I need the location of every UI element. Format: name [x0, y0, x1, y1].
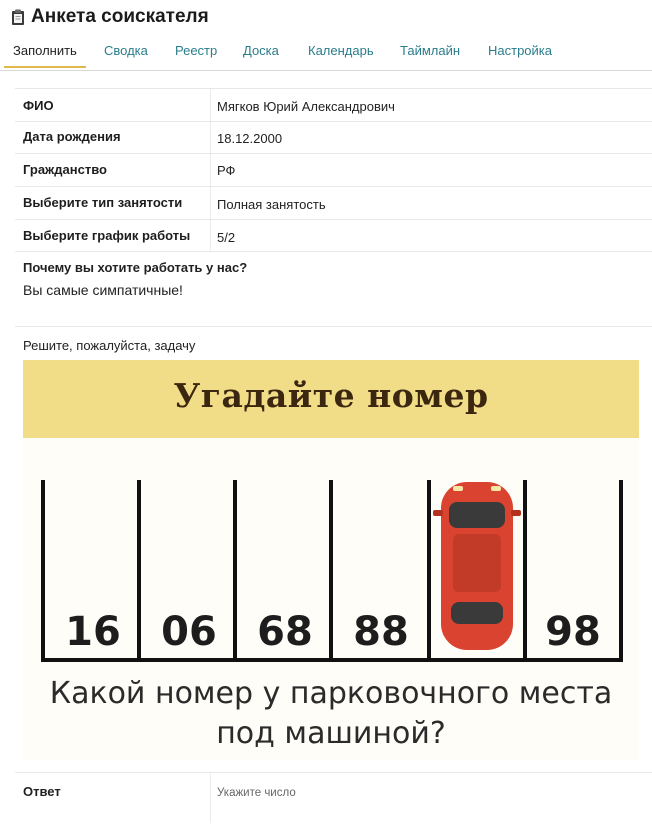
field-label: Выберите тип занятости [23, 195, 183, 210]
answer-label: Ответ [23, 784, 61, 799]
page-header [11, 6, 209, 28]
why-answer-value[interactable]: Вы самые симпатичные! [23, 282, 183, 298]
puzzle-banner-text: Угадайте номер [173, 376, 489, 415]
tab-bar [0, 40, 652, 71]
tab-calendar[interactable]: Календарь [308, 43, 374, 58]
citizenship-value[interactable]: РФ [217, 163, 236, 178]
page-title: Анкета соискателя [31, 6, 209, 27]
slot-number: 88 [353, 609, 409, 655]
slot-number: 68 [257, 609, 313, 655]
answer-row [15, 772, 652, 824]
parking-lot-drawing [23, 440, 639, 760]
clipboard-icon [11, 9, 25, 26]
tab-fill[interactable]: Заполнить [13, 43, 77, 58]
employment-type-value[interactable]: Полная занятость [217, 197, 326, 212]
schedule-value[interactable]: 5/2 [217, 230, 236, 245]
slot-number: 06 [161, 609, 217, 655]
fio-value[interactable]: Мягков Юрий Александрович [217, 99, 395, 114]
field-label: Выберите график работы [23, 228, 191, 243]
field-label: ФИО [23, 98, 54, 113]
tab-board[interactable]: Доска [243, 43, 279, 58]
answer-input[interactable] [215, 781, 639, 805]
puzzle-banner [23, 360, 639, 438]
field-label: Гражданство [23, 162, 107, 177]
tab-registry[interactable]: Реестр [175, 43, 218, 58]
puzzle-image [23, 360, 639, 760]
why-question-label: Почему вы хотите работать у нас? [23, 260, 248, 275]
car-icon [433, 482, 521, 650]
tab-timeline[interactable]: Таймлайн [400, 43, 461, 58]
tab-settings[interactable]: Настройка [488, 43, 552, 58]
active-tab-indicator [4, 66, 86, 68]
task-caption: Решите, пожалуйста, задачу [23, 338, 196, 353]
tab-summary[interactable]: Сводка [104, 43, 148, 58]
slot-number: 98 [545, 609, 601, 655]
puzzle-question-line2: под машиной? [216, 716, 446, 751]
form-row-birthdate [15, 121, 652, 154]
slot-number: 16 [65, 609, 121, 655]
form-row-fio [15, 89, 652, 122]
puzzle-question-line1: Какой номер у парковочного места [49, 676, 613, 711]
field-label: Дата рождения [23, 129, 121, 144]
form-row-schedule [15, 219, 652, 252]
form-row-employment-type [15, 186, 652, 220]
form-row-citizenship [15, 153, 652, 187]
birthdate-value[interactable]: 18.12.2000 [217, 131, 283, 146]
column-divider [210, 773, 211, 823]
